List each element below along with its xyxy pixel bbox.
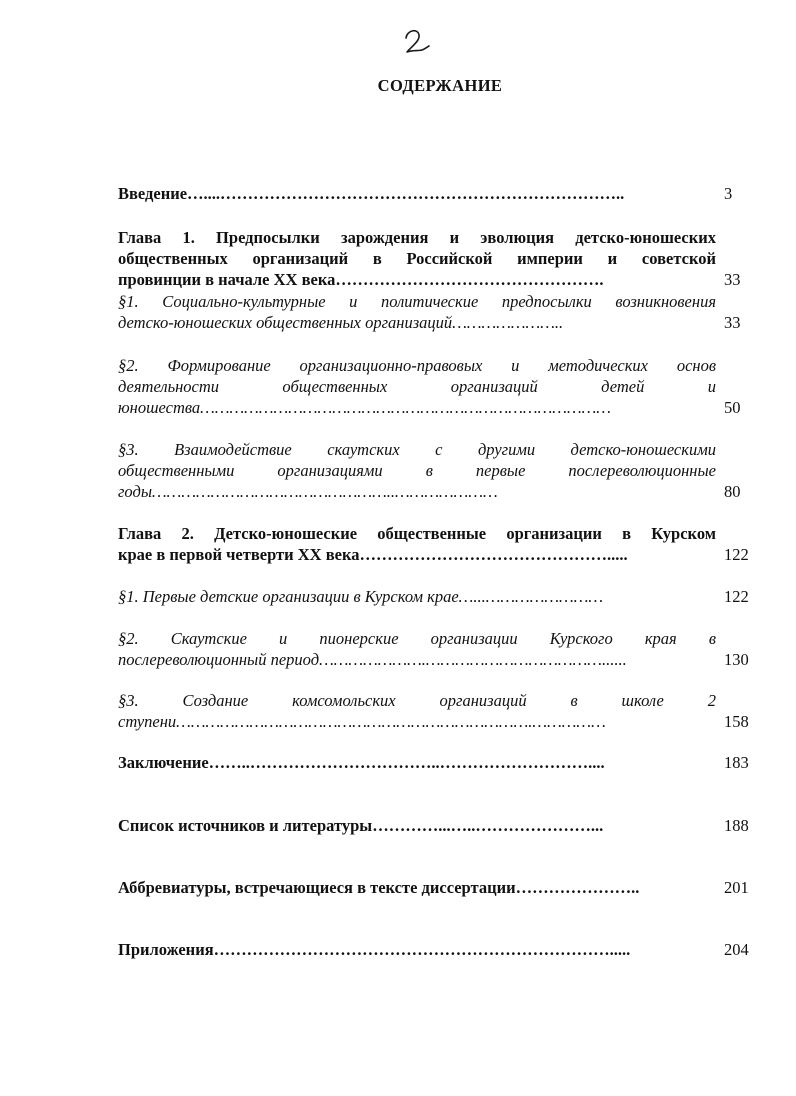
toc-ch2-line-1: Глава 2. Детско-юношеские общественные организации в Курском (118, 524, 716, 543)
toc-ch1-s2-page: 50 (724, 398, 741, 417)
toc-entry-ch1-section-1 (118, 291, 716, 333)
toc-ch1-s3-line-2: общественными организациями в первые послереволюционные (118, 461, 716, 480)
toc-ch2-s1-dots: …...…………………… (458, 587, 604, 606)
toc-ch2-s3-line-1: §3. Создание комсомольских организаций в школе 2 (118, 691, 716, 710)
toc-entry-abbreviations (118, 877, 716, 898)
toc-conclusion-page: 183 (724, 753, 749, 772)
toc-ch1-s2-line-1: §2. Формирование организационно-правовых и методических основ (118, 356, 716, 375)
toc-entry-sources (118, 815, 716, 836)
toc-ch2-s2-page: 130 (724, 650, 749, 669)
toc-entry-chapter-2 (118, 523, 716, 565)
toc-abbrev-label: Аббревиатуры, встречающиеся в тексте диссертации (118, 878, 516, 897)
toc-ch1-s3-page: 80 (724, 482, 741, 501)
toc-ch2-s2-dots: ………………….………………………………...... (319, 650, 627, 669)
toc-ch1-s2-line-2: деятельности общественных организаций детей и (118, 377, 716, 396)
toc-entry-appendix (118, 939, 716, 960)
toc-sources-dots: …………...…..…………………... (372, 816, 604, 835)
handwritten-page-number (396, 24, 436, 60)
toc-ch1-dots: …………………………………………. (335, 270, 604, 289)
toc-ch2-s3-dots: ……………………………………………………………….…………… (176, 712, 606, 731)
toc-title: СОДЕРЖАНИЕ (377, 76, 503, 95)
toc-ch2-s1-page: 122 (724, 587, 749, 606)
toc-ch1-s3-line-1: §3. Взаимодействие скаутских с другими детско-юношескими (118, 440, 716, 459)
toc-ch1-s1-page: 33 (724, 313, 741, 332)
toc-appendix-label: Приложения (118, 940, 214, 959)
toc-ch2-s3-page: 158 (724, 712, 749, 731)
toc-entry-intro (118, 183, 716, 204)
toc-ch1-s3-line-3: годы (118, 482, 152, 501)
toc-entry-ch2-section-2 (118, 628, 716, 670)
toc-ch2-line-2: крае в первой четверти XX века (118, 545, 360, 564)
toc-conclusion-dots: ……..……………………………..……………………….... (208, 753, 605, 772)
toc-ch1-line-3: провинции в начале XX века (118, 270, 336, 289)
toc-ch1-s2-dots: ………………………………………………………………………… (200, 398, 611, 417)
toc-intro-label: Введение (118, 184, 188, 203)
toc-ch1-page: 33 (724, 270, 741, 289)
toc-sources-label: Список источников и литературы (118, 816, 373, 835)
toc-entry-conclusion (118, 752, 716, 773)
toc-appendix-page: 204 (724, 940, 749, 959)
handwritten-two-mark (396, 24, 436, 60)
toc-ch2-s2-line-2: послереволюционный период (118, 650, 320, 669)
toc-intro-page: 3 (724, 184, 733, 203)
toc-abbrev-dots: ………………….. (515, 878, 640, 897)
toc-ch1-line-2: общественных организаций в Российской империи и советской (118, 249, 716, 268)
toc-appendix-dots: ………………………………………………………………..... (213, 940, 631, 959)
toc-ch1-s1-line-2: детско-юношеских общественных организаций (118, 313, 453, 332)
toc-entry-ch2-section-1 (118, 586, 716, 607)
toc-ch1-s1-line-1: §1. Социально-культурные и политические предпосылки возникновения (118, 292, 716, 311)
toc-intro-dots: …....……………………………………………………………….. (187, 184, 625, 203)
toc-entry-chapter-1 (118, 227, 716, 290)
toc-abbrev-page: 201 (724, 878, 749, 897)
toc-entry-ch1-section-3 (118, 439, 716, 502)
toc-ch2-dots: ………………………………………..... (359, 545, 628, 564)
toc-ch2-s1-line-1: §1. Первые детские организации в Курском крае (118, 587, 459, 606)
toc-conclusion-label: Заключение (118, 753, 209, 772)
toc-ch2-s3-line-2: ступени (118, 712, 177, 731)
toc-sources-page: 188 (724, 816, 749, 835)
toc-ch1-s3-dots: …………………………………………..………………… (152, 482, 498, 501)
toc-entry-ch1-section-2 (118, 355, 716, 418)
toc-ch1-s1-dots: ………………….. (452, 313, 564, 332)
toc-entry-ch2-section-3 (118, 690, 716, 732)
toc-ch2-s2-line-1: §2. Скаутские и пионерские организации Курского края в (118, 629, 716, 648)
toc-ch1-line-1: Глава 1. Предпосылки зарождения и эволюция детско-юношеских (118, 228, 716, 247)
toc-ch2-page: 122 (724, 545, 749, 564)
toc-ch1-s2-line-3: юношества (118, 398, 201, 417)
